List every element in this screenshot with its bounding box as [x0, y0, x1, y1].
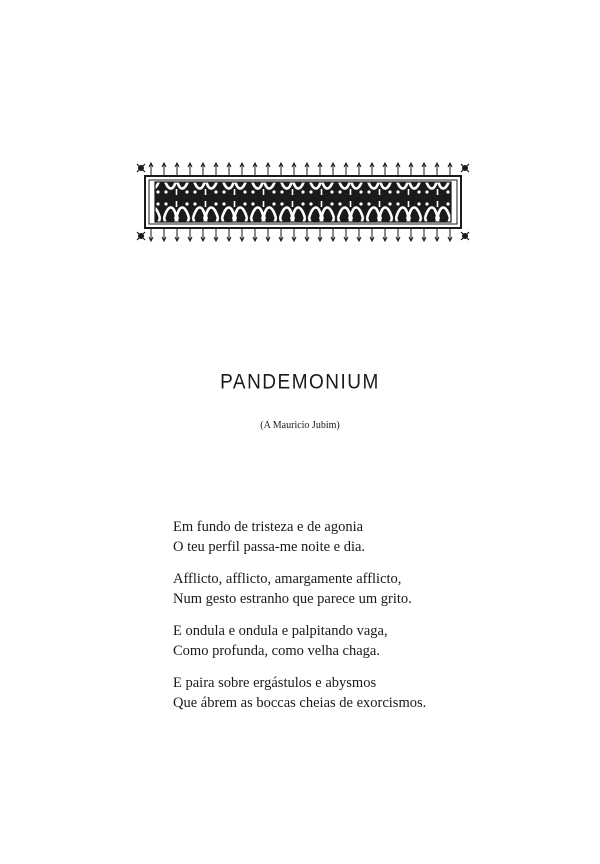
stanza [173, 517, 493, 557]
poem-line: Em fundo de tristeza e de agonia [173, 519, 364, 535]
decorative-headpiece-icon [133, 158, 473, 246]
poem-line: Como profunda, como velha chaga. [173, 643, 380, 659]
stanza [173, 621, 493, 661]
poem-line: Que ábrem as boccas cheias de exorcismos. [173, 695, 427, 711]
poem-dedication: (A Mauricio Jubim) [260, 420, 340, 431]
stanza [173, 569, 493, 609]
poem-line: E paira sobre ergástulos e abysmos [173, 675, 377, 691]
poem-line: O teu perfil passa-me noite e dia. [173, 539, 366, 555]
stanza [173, 673, 493, 713]
poem-title: PANDEMONIUM [220, 370, 380, 394]
poem-line: E ondula e ondula e palpitando vaga, [173, 623, 388, 639]
poem-line: Afflicto, afflicto, amargamente afflicto, [173, 571, 402, 587]
poem-body [173, 517, 493, 725]
poem-line: Num gesto estranho que parece um grito. [173, 591, 412, 607]
